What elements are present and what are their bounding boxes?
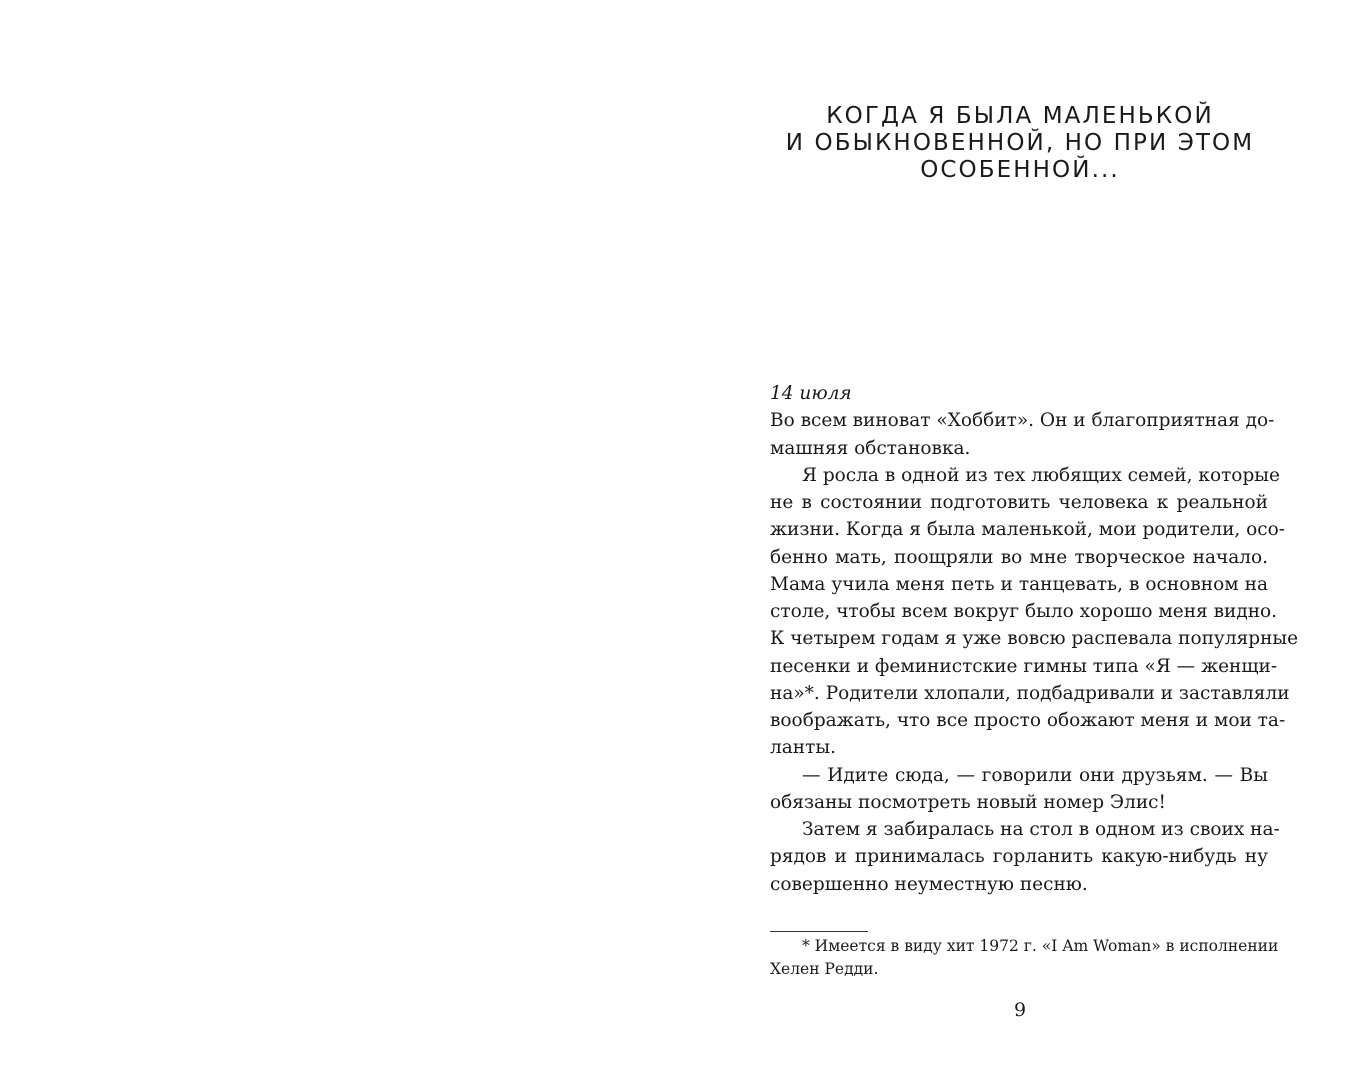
text-line: не в состоянии подготовить человека к реальной — [770, 492, 1268, 513]
chapter-title-line: КОГДА Я БЫЛА МАЛЕНЬКОЙ — [826, 103, 1214, 129]
text-line: песенки и феминистские гимны типа «Я — женщи- — [770, 655, 1278, 677]
left-page-blank — [0, 0, 685, 1080]
footnote-line: * Имеется в виду хит 1972 г. «I Am Woman» в исполнении — [802, 937, 1279, 955]
text-line: рядов и принималась горланить какую-нибудь ну — [770, 846, 1268, 868]
text-line: К четырем годам я уже вовсю распевала популярные — [770, 628, 1299, 650]
footnote-divider — [770, 931, 868, 932]
text-line: Я росла в одной из тех любящих семей, которые — [802, 464, 1280, 486]
chapter-title-line: ОСОБЕННОЙ... — [920, 157, 1120, 183]
text-line: Затем я забиралась на стол в одном из своих на- — [802, 819, 1280, 840]
text-line: воображать, что все просто обожают меня и мои та- — [770, 710, 1286, 731]
footnote-line: Хелен Редди. — [770, 960, 879, 978]
text-line: машняя обстановка. — [770, 437, 971, 459]
text-line: ланты. — [770, 737, 836, 759]
text-line: жизни. Когда я была маленькой, мои родители, осо- — [770, 519, 1286, 541]
text-line: Во всем виноват «Хоббит». Он и благоприятная до- — [770, 410, 1275, 432]
body-text — [770, 380, 1299, 898]
text-line: бенно мать, поощряли во мне творческое начало. — [770, 546, 1268, 568]
text-line: совершенно неуместную песню. — [770, 873, 1088, 895]
text-line: обязаны посмотреть новый номер Элис! — [770, 791, 1166, 813]
chapter-title-line: И ОБЫКНОВЕННОЙ, НО ПРИ ЭТОМ — [785, 130, 1255, 156]
page-number: 9 — [1013, 999, 1027, 1021]
text-line: Мама учила меня петь и танцевать, в основном на — [770, 573, 1268, 595]
text-line: столе, чтобы всем вокруг было хорошо меня видно. — [770, 601, 1278, 622]
chapter-title — [770, 103, 1270, 184]
text-line: — Идите сюда, — говорили они друзьям. — Вы — [802, 764, 1268, 786]
footnote — [770, 935, 1279, 981]
diary-date: 14 июля — [770, 383, 852, 404]
text-line: на»*. Родители хлопали, подбадривали и заставляли — [770, 682, 1290, 704]
